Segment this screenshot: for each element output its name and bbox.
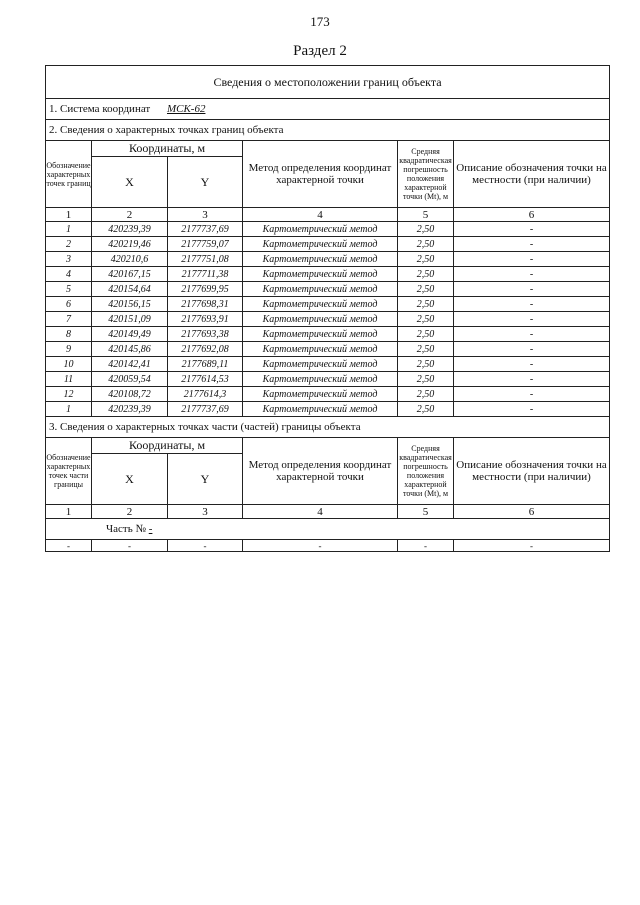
- table-row: [46, 282, 610, 297]
- cell-method: Картометрический метод: [243, 357, 398, 372]
- col-number: 1: [46, 208, 92, 222]
- column-numbers-row: [46, 208, 610, 222]
- cell-y: 2177698,31: [168, 297, 243, 312]
- part-label: Часть №: [106, 523, 146, 535]
- header-x: X: [92, 454, 168, 505]
- table-row: [46, 387, 610, 402]
- table-row: [46, 297, 610, 312]
- column-numbers-row: [46, 505, 610, 519]
- table-row: [46, 222, 610, 237]
- cell-acc: 2,50: [398, 402, 454, 417]
- col-number: 3: [168, 505, 243, 519]
- cell-y: 2177614,3: [168, 387, 243, 402]
- empty-cell: -: [243, 540, 398, 552]
- cell-x: 420154,64: [92, 282, 168, 297]
- cell-x: 420239,39: [92, 222, 168, 237]
- header-method: Метод определения координат характерной точки: [243, 141, 398, 208]
- cell-method: Картометрический метод: [243, 327, 398, 342]
- cell-method: Картометрический метод: [243, 237, 398, 252]
- col-number: 5: [398, 505, 454, 519]
- cell-n: 6: [46, 297, 92, 312]
- header-x: X: [92, 157, 168, 208]
- header-point-label-part: Обозначение характерных точек части границы: [46, 438, 92, 505]
- cell-method: Картометрический метод: [243, 252, 398, 267]
- cell-n: 1: [46, 222, 92, 237]
- cell-x: 420151,09: [92, 312, 168, 327]
- cell-y: 2177614,53: [168, 372, 243, 387]
- section-title: Раздел 2: [293, 43, 347, 59]
- cell-desc: -: [454, 267, 610, 282]
- cell-x: 420156,15: [92, 297, 168, 312]
- cell-acc: 2,50: [398, 387, 454, 402]
- cell-acc: 2,50: [398, 297, 454, 312]
- cell-acc: 2,50: [398, 237, 454, 252]
- table-row: [46, 357, 610, 372]
- cell-desc: -: [454, 372, 610, 387]
- cell-desc: -: [454, 342, 610, 357]
- cell-x: 420239,39: [92, 402, 168, 417]
- cell-acc: 2,50: [398, 342, 454, 357]
- table-row: [46, 372, 610, 387]
- cell-n: 12: [46, 387, 92, 402]
- cell-n: 5: [46, 282, 92, 297]
- cell-acc: 2,50: [398, 282, 454, 297]
- table-row: [46, 267, 610, 282]
- cell-desc: -: [454, 387, 610, 402]
- part-number: -: [148, 523, 153, 535]
- empty-cell: -: [46, 540, 92, 552]
- cell-y: 2177759,07: [168, 237, 243, 252]
- header-point-label: Обозначение характерных точек границ: [46, 141, 92, 208]
- cell-x: 420059,54: [92, 372, 168, 387]
- cell-desc: -: [454, 357, 610, 372]
- header-method: Метод определения координат характерной точки: [243, 438, 398, 505]
- table-title: Сведения о местоположении границ объекта: [46, 66, 610, 99]
- cell-acc: 2,50: [398, 312, 454, 327]
- cell-y: 2177693,38: [168, 327, 243, 342]
- header-description: Описание обозначения точки на местности (при наличии): [454, 438, 610, 505]
- table-row: [46, 402, 610, 417]
- header-coords: Координаты, м: [92, 438, 243, 454]
- cell-y: 2177693,91: [168, 312, 243, 327]
- cell-method: Картометрический метод: [243, 342, 398, 357]
- cell-x: 420149,49: [92, 327, 168, 342]
- cell-desc: -: [454, 222, 610, 237]
- cell-method: Картометрический метод: [243, 402, 398, 417]
- cell-method: Картометрический метод: [243, 267, 398, 282]
- cell-n: 11: [46, 372, 92, 387]
- section3-title: 3. Сведения о характерных точках части (частей) границы объекта: [46, 417, 610, 438]
- part-row: [46, 519, 610, 540]
- empty-part-row: [46, 540, 610, 552]
- cell-y: 2177689,11: [168, 357, 243, 372]
- cell-n: 2: [46, 237, 92, 252]
- cell-desc: -: [454, 297, 610, 312]
- table-row: [46, 312, 610, 327]
- cell-y: 2177737,69: [168, 402, 243, 417]
- cell-method: Картометрический метод: [243, 222, 398, 237]
- coord-system-row: [46, 99, 610, 120]
- col-number: 4: [243, 505, 398, 519]
- header-y: Y: [168, 454, 243, 505]
- section2-title: 2. Сведения о характерных точках границ объекта: [46, 120, 610, 141]
- col-number: 1: [46, 505, 92, 519]
- header-accuracy: Средняя квадратическая погрешность положения характерной точки (Mt), м: [398, 438, 454, 505]
- cell-x: 420108,72: [92, 387, 168, 402]
- cell-x: 420219,46: [92, 237, 168, 252]
- cell-desc: -: [454, 252, 610, 267]
- table-row: [46, 252, 610, 267]
- cell-x: 420145,86: [92, 342, 168, 357]
- cell-acc: 2,50: [398, 267, 454, 282]
- cell-desc: -: [454, 327, 610, 342]
- cell-y: 2177699,95: [168, 282, 243, 297]
- table-row: [46, 327, 610, 342]
- cell-x: 420210,6: [92, 252, 168, 267]
- col-number: 2: [92, 505, 168, 519]
- col-number: 2: [92, 208, 168, 222]
- cell-x: 420167,15: [92, 267, 168, 282]
- table-row: [46, 342, 610, 357]
- cell-acc: 2,50: [398, 222, 454, 237]
- empty-cell: -: [92, 540, 168, 552]
- empty-cell: -: [168, 540, 243, 552]
- header-coords: Координаты, м: [92, 141, 243, 157]
- cell-acc: 2,50: [398, 327, 454, 342]
- cell-method: Картометрический метод: [243, 372, 398, 387]
- cell-desc: -: [454, 282, 610, 297]
- col-number: 4: [243, 208, 398, 222]
- coord-system-label: 1. Система координат: [49, 103, 151, 115]
- cell-n: 10: [46, 357, 92, 372]
- cell-n: 3: [46, 252, 92, 267]
- cell-method: Картометрический метод: [243, 312, 398, 327]
- cell-y: 2177751,08: [168, 252, 243, 267]
- cell-x: 420142,41: [92, 357, 168, 372]
- cell-method: Картометрический метод: [243, 297, 398, 312]
- cell-acc: 2,50: [398, 357, 454, 372]
- header-description: Описание обозначения точки на местности (при наличии): [454, 141, 610, 208]
- col-number: 5: [398, 208, 454, 222]
- cell-y: 2177711,38: [168, 267, 243, 282]
- cell-desc: -: [454, 237, 610, 252]
- coord-system-value: МСК-62: [166, 103, 206, 115]
- cell-method: Картометрический метод: [243, 387, 398, 402]
- cell-n: 4: [46, 267, 92, 282]
- empty-cell: -: [398, 540, 454, 552]
- cell-acc: 2,50: [398, 372, 454, 387]
- col-number: 6: [454, 208, 610, 222]
- cell-desc: -: [454, 312, 610, 327]
- cell-method: Картометрический метод: [243, 282, 398, 297]
- boundary-table: [45, 65, 610, 552]
- col-number: 6: [454, 505, 610, 519]
- header-accuracy: Средняя квадратическая погрешность положения характерной точки (Mt), м: [398, 141, 454, 208]
- header-y: Y: [168, 157, 243, 208]
- empty-cell: -: [454, 540, 610, 552]
- cell-acc: 2,50: [398, 252, 454, 267]
- cell-n: 8: [46, 327, 92, 342]
- cell-n: 9: [46, 342, 92, 357]
- cell-n: 7: [46, 312, 92, 327]
- cell-y: 2177737,69: [168, 222, 243, 237]
- cell-y: 2177692,08: [168, 342, 243, 357]
- col-number: 3: [168, 208, 243, 222]
- page-number: 173: [310, 14, 330, 29]
- cell-n: 1: [46, 402, 92, 417]
- cell-desc: -: [454, 402, 610, 417]
- table-row: [46, 237, 610, 252]
